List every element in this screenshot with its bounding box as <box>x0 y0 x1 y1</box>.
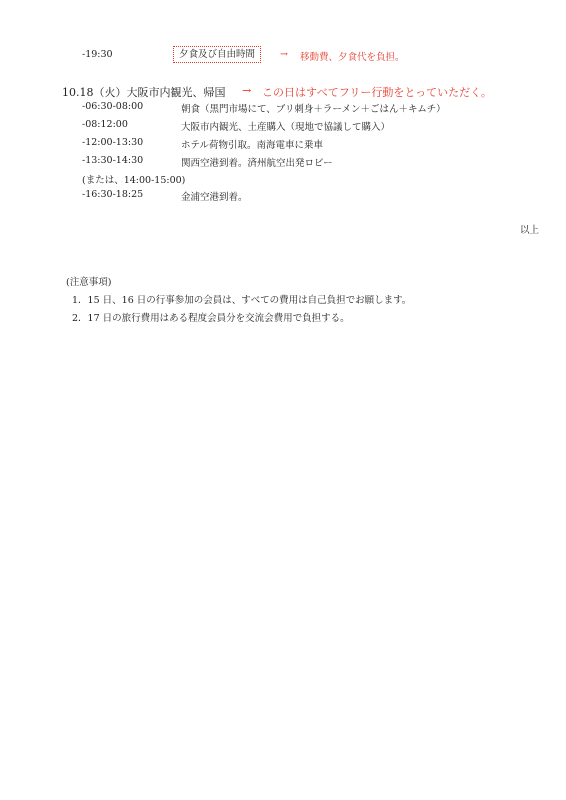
notes-title: (注意事項) <box>66 277 112 288</box>
schedule-time: -16:30-18:25 <box>82 189 144 200</box>
schedule-time: -12:00-13:30 <box>82 137 144 148</box>
schedule-time: -06:30-08:00 <box>82 101 144 112</box>
schedule-desc: 関西空港到着。済州航空出発ロビー <box>181 158 333 169</box>
schedule-desc: 金浦空港到着。 <box>181 192 248 203</box>
top-row-time: -19:30 <box>82 49 113 60</box>
top-row-arrow-icon: → <box>280 49 288 60</box>
day-arrow-icon: → <box>242 84 252 97</box>
day-heading: 10.18（火）大阪市内観光、帰国 <box>62 86 226 99</box>
schedule-desc: ホテル荷物引取。南海電車に乗車 <box>181 140 324 151</box>
top-row-note: 移動費、夕食代を負担。 <box>300 52 405 63</box>
schedule-desc: 大阪市内観光、土産購入（現地で協議して購入） <box>181 122 391 133</box>
note-item: 2．17 日の旅行費用はある程度会員分を交流会費用で負担する。 <box>72 313 350 324</box>
closing-mark: 以上 <box>520 225 540 236</box>
schedule-time: -08:12:00 <box>82 119 128 130</box>
schedule-time: -13:30-14:30 <box>82 155 144 166</box>
alternative-time: (または、14:00-15:00) <box>82 175 186 186</box>
schedule-desc: 朝食（黒門市場にて、ブリ刺身＋ラーメン＋ごはん＋キムチ） <box>181 104 446 115</box>
note-item: 1．15 日、16 日の行事参加の会員は、すべての費用は自己負担でお願します。 <box>72 295 412 306</box>
dinner-free-time-box: 夕食及び自由時間 <box>173 46 261 63</box>
day-highlight: この日はすべてフリー行動をとっていただく。 <box>262 86 492 99</box>
